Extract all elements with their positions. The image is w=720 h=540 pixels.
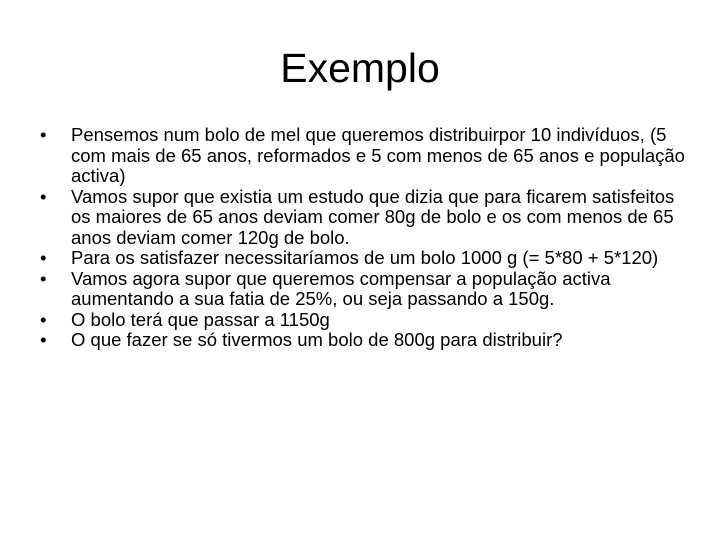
list-item <box>40 248 685 269</box>
bullet-icon: • <box>40 308 47 330</box>
list-item <box>40 125 685 187</box>
bullet-text: O que fazer se só tivermos um bolo de 800g para distribuir? <box>71 329 563 350</box>
bullet-icon: • <box>40 329 47 350</box>
bullet-text: O bolo terá que passar a 1150g <box>71 308 330 330</box>
list-item <box>40 310 685 331</box>
list-item <box>40 330 685 351</box>
bullet-text: Pensemos num bolo de mel que queremos distribuirpor 10 indivíduos, (5 com mais de 65 anos, reformados e 5 com menos de 65 anos e população activa) <box>71 124 685 186</box>
bullet-text: Vamos supor que existia um estudo que dizia que para ficarem satisfeitos os maiores de 65 anos deviam comer 80g de bolo e os com menos de 65 anos deviam comer 120g de bolo. <box>71 185 675 248</box>
bullet-text: Para os satisfazer necessitaríamos de um bolo 1000 g (= 5*80 + 5*120) <box>71 247 659 268</box>
bullet-icon: • <box>40 124 47 145</box>
bullet-icon: • <box>40 247 47 268</box>
list-item <box>40 187 685 249</box>
bullet-icon: • <box>40 267 47 289</box>
list-item <box>40 269 685 310</box>
bullet-icon: • <box>40 185 47 207</box>
slide-title: Exemplo <box>280 45 440 91</box>
bullet-list <box>40 125 685 351</box>
bullet-text: Vamos agora supor que queremos compensar a população activa aumentando a sua fatia de 25%, ou seja passando a 150g. <box>71 267 611 309</box>
